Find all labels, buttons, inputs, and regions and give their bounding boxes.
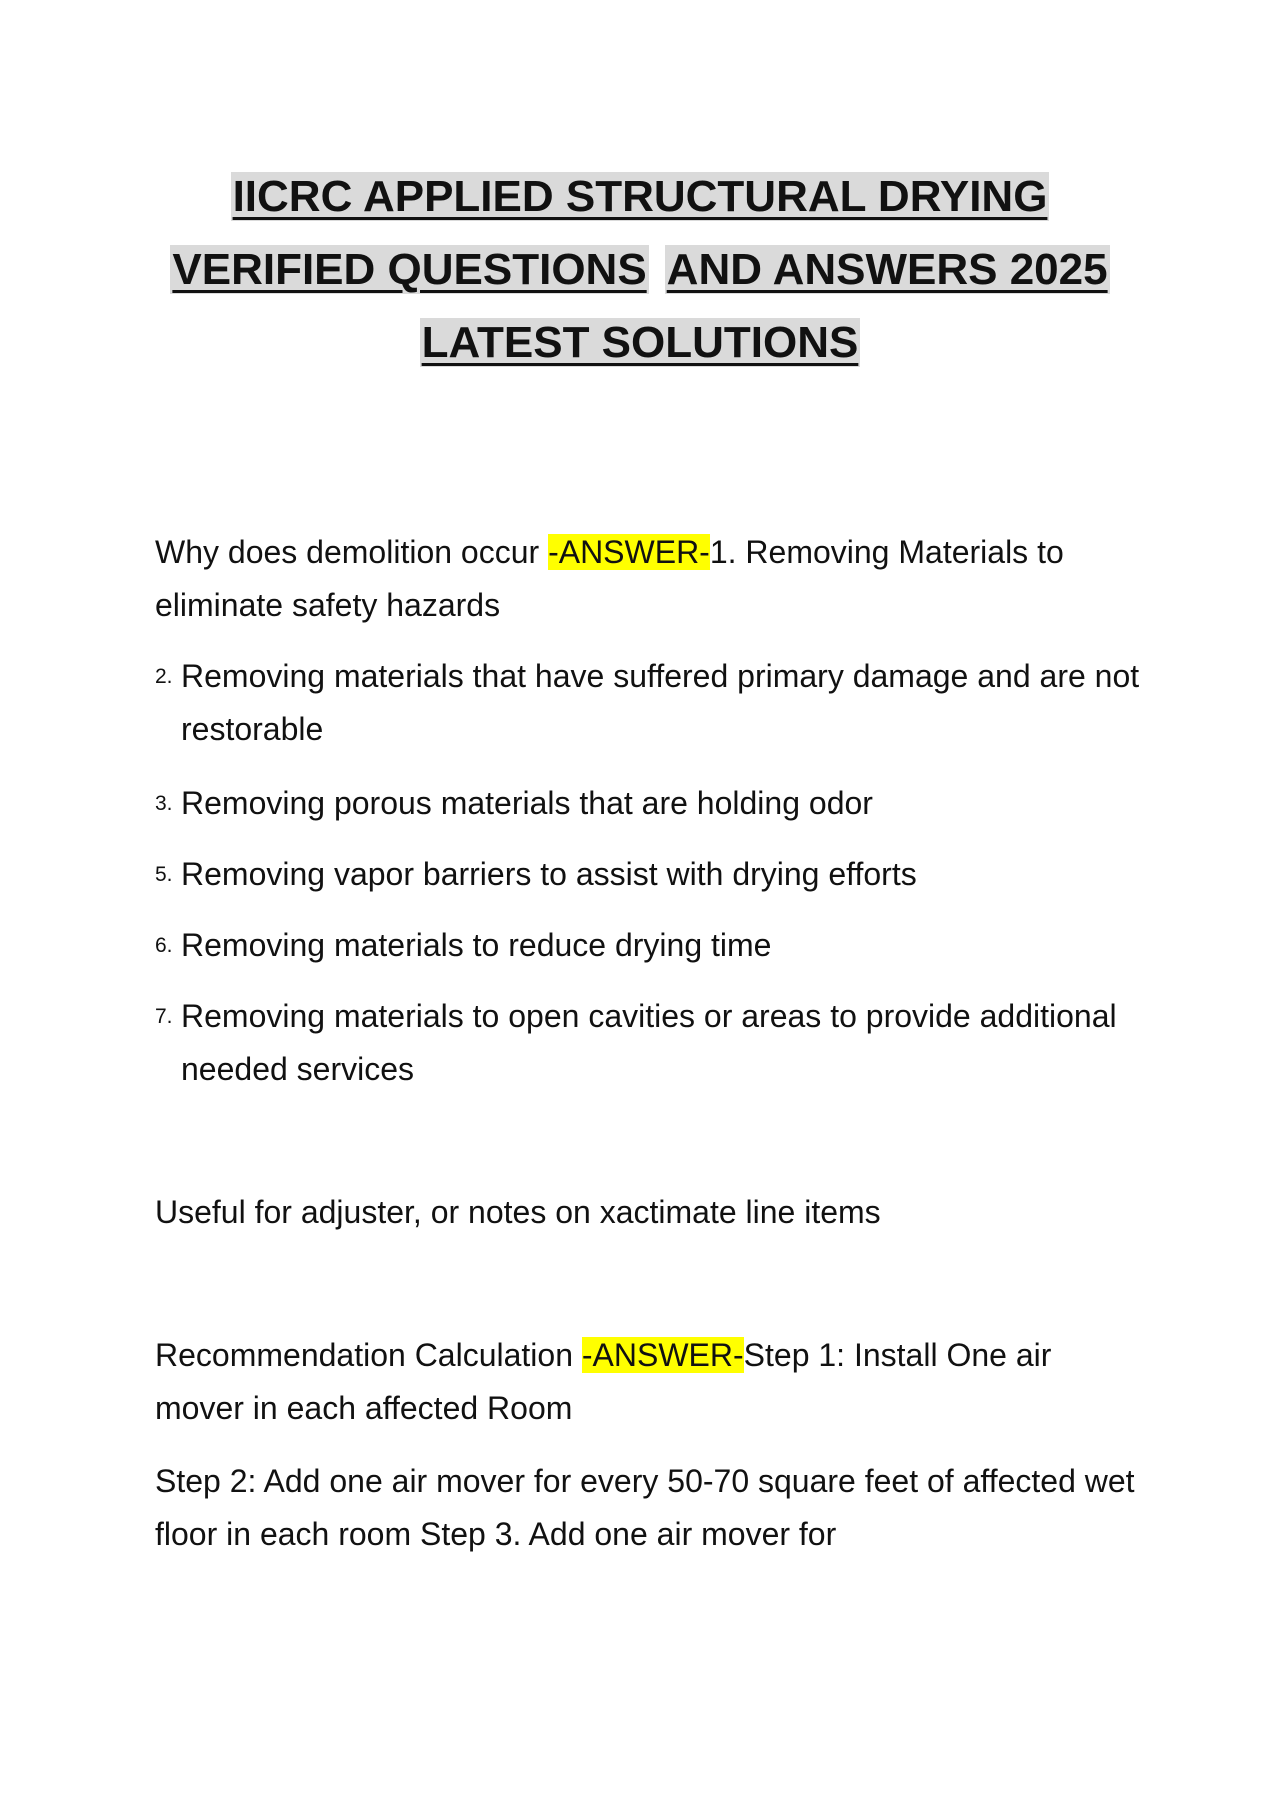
answer-continuation: Step 2: Add one air mover for every 50-70 square feet of affected wet floor in each room Step 3. Add one air mover for <box>155 1463 1135 1552</box>
list-item <box>155 919 1145 972</box>
list-number: 3. <box>155 792 173 815</box>
list-item <box>155 650 1145 756</box>
answer-marker: -ANSWER- <box>581 1337 744 1373</box>
adjuster-note: Useful for adjuster, or notes on xactimate line items <box>155 1194 881 1230</box>
answer-text: 1. Removing Materials to eliminate safety hazards <box>155 534 1064 623</box>
list-text: Removing vapor barriers to assist with drying efforts <box>181 856 917 892</box>
list-text: Removing porous materials that are holding odor <box>181 785 873 821</box>
answer-marker: -ANSWER- <box>548 534 710 570</box>
list-text: Removing materials to reduce drying time <box>181 927 772 963</box>
list-item <box>155 990 1145 1096</box>
list-item <box>155 777 1145 830</box>
list-text: Removing materials to open cavities or areas to provide additional needed services <box>181 998 1117 1087</box>
list-number: 5. <box>155 863 173 886</box>
title-line-2: VERIFIED QUESTIONS AND ANSWERS 2025 <box>172 245 1108 294</box>
list-number: 2. <box>155 665 173 688</box>
list-number: 7. <box>155 1005 173 1028</box>
list-number: 6. <box>155 934 173 957</box>
question-2: Recommendation Calculation -ANSWER-Step 1: Install One air mover in each affected Room <box>155 1337 1052 1426</box>
list-text: Removing materials that have suffered primary damage and are not restorable <box>181 658 1140 747</box>
document-title <box>0 160 1280 379</box>
title-line-1: IICRC APPLIED STRUCTURAL DRYING <box>232 172 1048 221</box>
list-item <box>155 848 1145 901</box>
answer-text: Step 1: Install One air mover in each affected Room <box>155 1337 1052 1426</box>
title-line-3: LATEST SOLUTIONS <box>421 318 859 367</box>
question-1: Why does demolition occur -ANSWER-1. Removing Materials to eliminate safety hazards <box>155 534 1064 623</box>
